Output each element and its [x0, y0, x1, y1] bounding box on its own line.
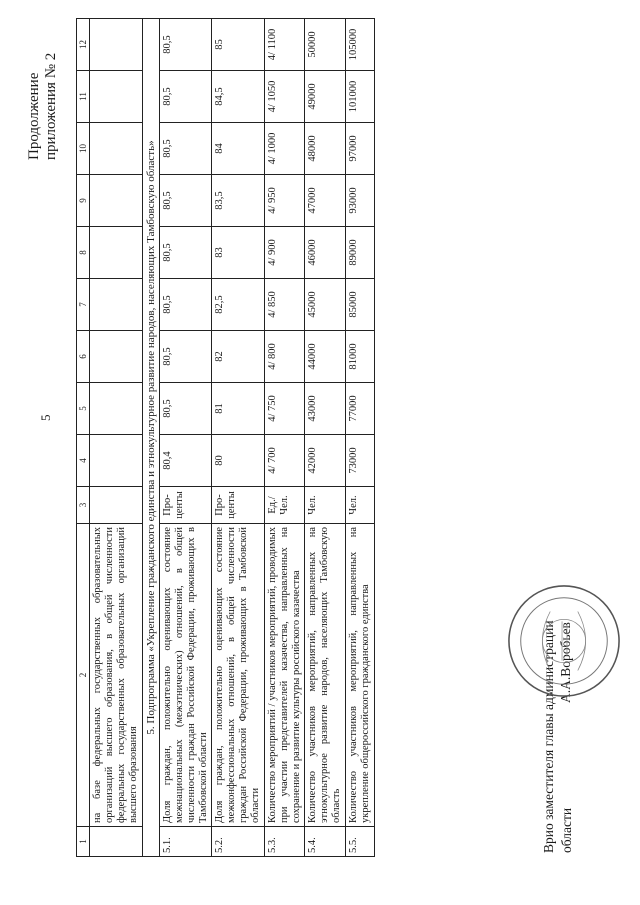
row-value: 85: [212, 19, 264, 71]
header-cell: 12: [77, 19, 90, 71]
row-value: [90, 227, 142, 279]
row-value: 84: [212, 123, 264, 175]
row-unit: Ед./ Чел.: [264, 487, 305, 524]
row-value: [90, 435, 142, 487]
row-unit: Чел.: [305, 487, 346, 524]
row-value: 42000: [305, 435, 346, 487]
row-description: Количество участников мероприятий, направленных на этнокультурное развитие народов, населяющих Тамбовскую область: [305, 524, 346, 827]
row-value: 82: [212, 331, 264, 383]
row-value: 80,5: [160, 123, 212, 175]
row-value: 4/ 950: [264, 175, 305, 227]
row-value: 105000: [346, 19, 375, 71]
row-value: 83,5: [212, 175, 264, 227]
row-number: 5.1.: [160, 827, 212, 857]
row-value: 4/ 1000: [264, 123, 305, 175]
row-number: 5.2.: [212, 827, 264, 857]
signature-name: А.А.Воробьев: [558, 622, 573, 703]
row-value: 101000: [346, 71, 375, 123]
header-cell: 9: [77, 175, 90, 227]
header-cell: 1: [77, 827, 90, 857]
row-value: 80,5: [160, 383, 212, 435]
row-value: 80,5: [160, 227, 212, 279]
row-value: 45000: [305, 279, 346, 331]
row-value: 4/ 850: [264, 279, 305, 331]
table-row: [90, 19, 142, 857]
row-value: 85000: [346, 279, 375, 331]
table-row: [264, 19, 305, 857]
row-value: 4/ 800: [264, 331, 305, 383]
header-cell: 11: [77, 71, 90, 123]
signature-position: Врио заместителя главы администрации: [541, 620, 556, 853]
row-value: 83: [212, 227, 264, 279]
row-value: 50000: [305, 19, 346, 71]
row-value: [90, 123, 142, 175]
header-cell: 3: [77, 487, 90, 524]
header-cell: 5: [77, 383, 90, 435]
table-row: [212, 19, 264, 857]
row-value: 48000: [305, 123, 346, 175]
row-number: [90, 827, 142, 857]
row-value: 84,5: [212, 71, 264, 123]
row-description: Доля граждан, положительно оценивающих состояние межконфессиональных отношений, в общей численности граждан Российской Федерации, проживающих в Тамбовской области: [212, 524, 264, 827]
row-number: 5.4.: [305, 827, 346, 857]
row-value: 80,5: [160, 279, 212, 331]
row-unit: Про-центы: [212, 487, 264, 524]
row-value: 80,5: [160, 71, 212, 123]
page-number: 5: [38, 414, 53, 421]
appendix-label: Продолжение приложения № 2: [26, 52, 59, 160]
header-cell: 7: [77, 279, 90, 331]
row-value: 43000: [305, 383, 346, 435]
row-value: 49000: [305, 71, 346, 123]
row-number: 5.3.: [264, 827, 305, 857]
row-value: [90, 19, 142, 71]
row-value: 4/ 1100: [264, 19, 305, 71]
row-description: Количество участников мероприятий, направленных на укрепление общероссийского гражданского единства: [346, 524, 375, 827]
row-value: 77000: [346, 383, 375, 435]
table-row: [160, 19, 212, 857]
row-value: 4/ 1050: [264, 71, 305, 123]
header-cell: 2: [77, 524, 90, 827]
seal-graphic: [505, 582, 623, 700]
row-description: Количество мероприятий / участников мероприятий, проводимых при участии представителей казачества, направленных на сохранение и развитие культуры российского казачества: [264, 524, 305, 827]
row-unit: [90, 487, 142, 524]
row-value: 97000: [346, 123, 375, 175]
row-value: 4/ 700: [264, 435, 305, 487]
row-value: 80,4: [160, 435, 212, 487]
row-value: 4/ 900: [264, 227, 305, 279]
table-row: [346, 19, 375, 857]
row-value: 80: [212, 435, 264, 487]
row-value: 82,5: [212, 279, 264, 331]
row-value: 46000: [305, 227, 346, 279]
table-row: [305, 19, 346, 857]
row-value: 81: [212, 383, 264, 435]
signature-region: области: [558, 807, 574, 853]
header-cell: 6: [77, 331, 90, 383]
row-value: 80,5: [160, 19, 212, 71]
header-cell: 8: [77, 227, 90, 279]
row-value: [90, 175, 142, 227]
section-title: 5. Подпрограмма «Укрепление гражданского единства и этнокультурное развитие народов, населяющих Тамбовскую область»: [142, 19, 159, 857]
row-value: 93000: [346, 175, 375, 227]
row-unit: Чел.: [346, 487, 375, 524]
indicators-table: [76, 18, 375, 857]
row-description: на базе федеральных государственных образовательных организаций высшего образования, в общей численности федеральных государственных образовательных организаций высшего образования: [90, 524, 142, 827]
row-value: [90, 279, 142, 331]
row-value: 89000: [346, 227, 375, 279]
row-description: Доля граждан, положительно оценивающих состояние межнациональных (межэтнических) отношений, в общей численности граждан Российской Федерации, проживающих в Тамбовской области: [160, 524, 212, 827]
row-number: 5.5.: [346, 827, 375, 857]
row-value: 47000: [305, 175, 346, 227]
row-value: [90, 383, 142, 435]
row-value: 4/ 750: [264, 383, 305, 435]
header-cell: 10: [77, 123, 90, 175]
row-value: [90, 71, 142, 123]
row-value: 80,5: [160, 331, 212, 383]
row-value: 73000: [346, 435, 375, 487]
row-value: 80,5: [160, 175, 212, 227]
official-seal: [505, 582, 623, 700]
row-value: 81000: [346, 331, 375, 383]
row-value: 44000: [305, 331, 346, 383]
row-value: [90, 331, 142, 383]
header-cell: 4: [77, 435, 90, 487]
row-unit: Про-центы: [160, 487, 212, 524]
section-row: [142, 19, 159, 857]
header-row: [77, 19, 90, 857]
